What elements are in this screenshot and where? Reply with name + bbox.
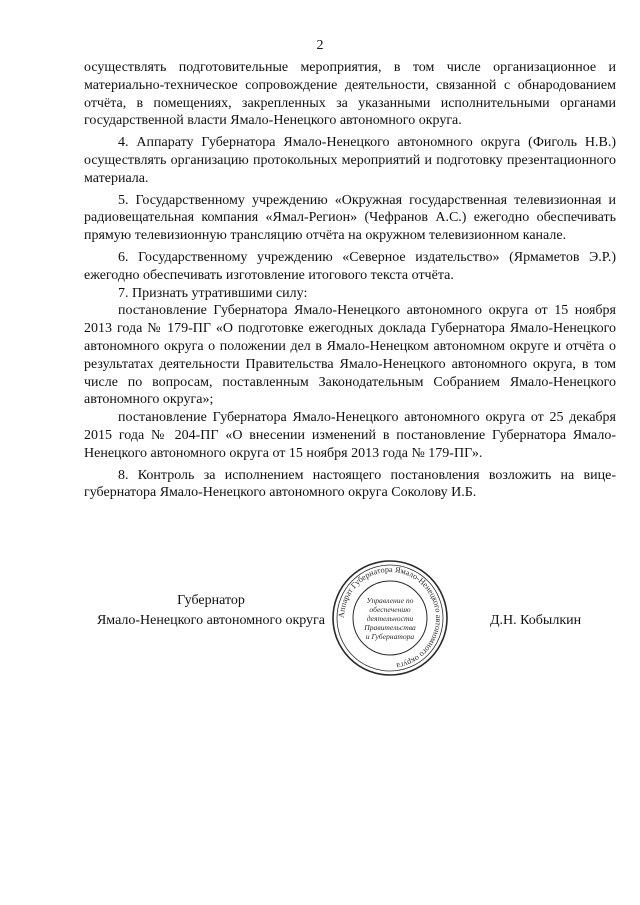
page-number: 2 bbox=[316, 38, 324, 53]
paragraph-item-8: 8. Контроль за исполнением настоящего постановления возложить на вице-губернатора Ямало-Ненецкого автономного округа Соколову И.Б. bbox=[84, 467, 616, 501]
signature-title bbox=[96, 591, 326, 631]
seal-center-line-3: деятельности bbox=[366, 614, 414, 623]
signatory-name: Д.Н. Кобылкин bbox=[490, 613, 582, 628]
paragraph-item-4: 4. Аппарату Губернатора Ямало-Ненецкого автономного округа (Фиголь Н.В.) осуществлять организацию протокольных мероприятий и подготовку презентационного материала. bbox=[84, 135, 616, 186]
paragraph-item-5: 5. Государственному учреждению «Окружная государственная телевизионная и радиовещательная компания «Ямал-Регион» (Чефранов А.С.) ежегодно обеспечивать прямую телевизионную трансляцию отчёта на окружном телевизионном канале. bbox=[84, 192, 616, 244]
signature-title-line2: Ямало-Ненецкого автономного округа bbox=[96, 613, 326, 628]
seal-center-line-4: Правительства bbox=[364, 623, 416, 632]
seal-center-line-2: обеспечению bbox=[369, 605, 411, 614]
official-seal bbox=[330, 558, 450, 678]
document-body bbox=[84, 59, 616, 502]
paragraph-repealed-act-1: постановление Губернатора Ямало-Ненецкого автономного округа от 15 ноября 2013 года № 179-ПГ «О подготовке ежегодных доклада Губернатора Ямало-Ненецкого автономного округа о положении дел в Ямало-Ненецком автономном округе и отчёта о результатах деятельности Правительства Ямало-Ненецкого автономного округа, в том числе по вопросам, поставленным Законодательным Собранием Ямало-Ненецкого автономного округа»; bbox=[84, 303, 616, 408]
seal-center-line-1: Управление по bbox=[366, 596, 414, 605]
seal-center-line-5: и Губернатора bbox=[365, 632, 415, 641]
signature-title-line1: Губернатор bbox=[177, 593, 245, 608]
paragraph-continuation: осуществлять подготовительные мероприятия, в том числе организационное и материально-техническое сопровождение деятельности, связанной с обнародованием отчёта, в помещениях, закрепленных за указанными исполнительными органами государственной власти Ямало-Ненецкого автономного округа. bbox=[84, 60, 616, 129]
paragraph-item-6: 6. Государственному учреждению «Северное издательство» (Ярмаметов Э.Р.) ежегодно обеспечивать изготовление итогового текста отчёта. bbox=[84, 249, 616, 283]
paragraph-repealed-act-2: постановление Губернатора Ямало-Ненецкого автономного округа от 25 декабря 2015 года № 204-ПГ «О внесении изменений в постановление Губернатора Ямало-Ненецкого автономного округа от 15 ноября 2013 года № 179-ПГ». bbox=[84, 410, 616, 461]
paragraph-item-7: 7. Признать утратившими силу: bbox=[118, 285, 308, 301]
seal-ring-text: Аппарат Губернатора Ямало-Ненецкого автономного округа bbox=[336, 564, 444, 671]
